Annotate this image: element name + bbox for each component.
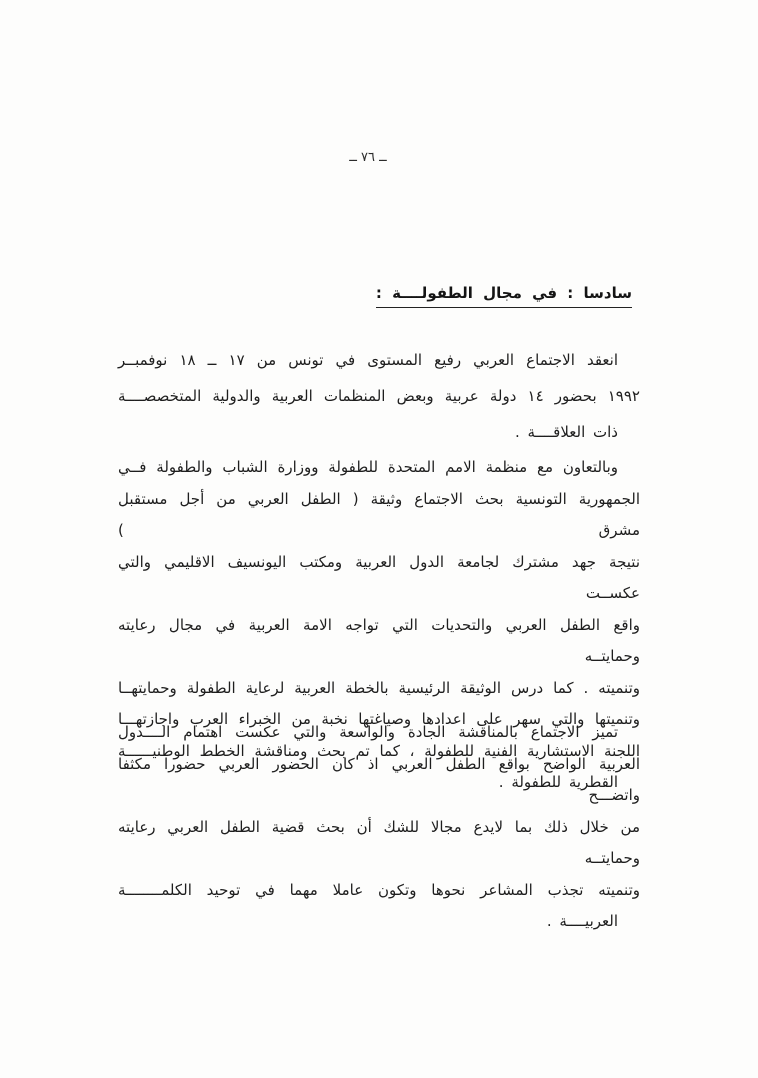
page-number: ــ ٧٦ ــ: [349, 150, 387, 165]
text-line: من خلال ذلك بما لايدع مجالا للشك أن بحث قضية الطفل العربي رعايته وحمايتــه: [118, 817, 640, 867]
text-line: الجمهورية التونسية بحث الاجتماع وثيقة ( الطفل العربي من أجل مستقبل مشرق ): [118, 489, 640, 539]
text-line: ذات العلاقــــة .: [515, 423, 618, 441]
section-heading-wrap: [376, 283, 632, 308]
text-line: العربيــــة .: [546, 912, 618, 930]
paragraph-3: [118, 717, 640, 938]
text-line: وبالتعاون مع منظمة الامم المتحدة للطفولة ووزارة الشباب والطفولة فــي: [118, 458, 618, 476]
text-line: نتيجة جهد مشترك لجامعة الدول العربية ومكتب اليونسيف الاقليمي والتي عكســت: [118, 552, 640, 602]
text-line: اللجنة الاستشارية الفنية للطفولة ، كما تم بحث ومناقشة الخطط الوطنيــــــة: [118, 741, 640, 760]
paragraph-1: [118, 342, 640, 450]
text-line: واقع الطفل العربي والتحديات التي تواجه الامة العربية في مجال رعايته وحمايتــه: [118, 615, 640, 665]
text-line: انعقد الاجتماع العربي رفيع المستوى في تونس من ١٧ ــ ١٨ نوفمبــر: [118, 351, 618, 369]
text-line: وتنميته تجذب المشاعر نحوها وتكون عاملا مهما في توحيد الكلمــــــــة: [118, 880, 640, 899]
text-line: العربية الواضح بواقع الطفل العربي اذ كان الحضور العربي حضورا مكثفا واتضـــح: [118, 754, 640, 804]
text-line: ١٩٩٢ بحضور ١٤ دولة عربية وبعض المنظمات العربية والدولية المتخصصــــة: [118, 387, 640, 405]
section-heading: سادسا : في مجال الطفولــــة :: [376, 284, 632, 308]
text-line: وتنميتها والتي سهر على اعدادها وصياغتها نخبة من الخبراء العرب واجازتهـــا: [118, 710, 640, 728]
text-line: وتنميته . كما درس الوثيقة الرئيسية بالخطة العربية لرعاية الطفولة وحمايتهــا: [118, 678, 640, 697]
text-line: القطرية للطفولة .: [498, 773, 618, 791]
text-line: تميز الاجتماع بالمناقشة الجادة والواسعة والتي عكست اهتمام الــــدول: [118, 723, 618, 741]
